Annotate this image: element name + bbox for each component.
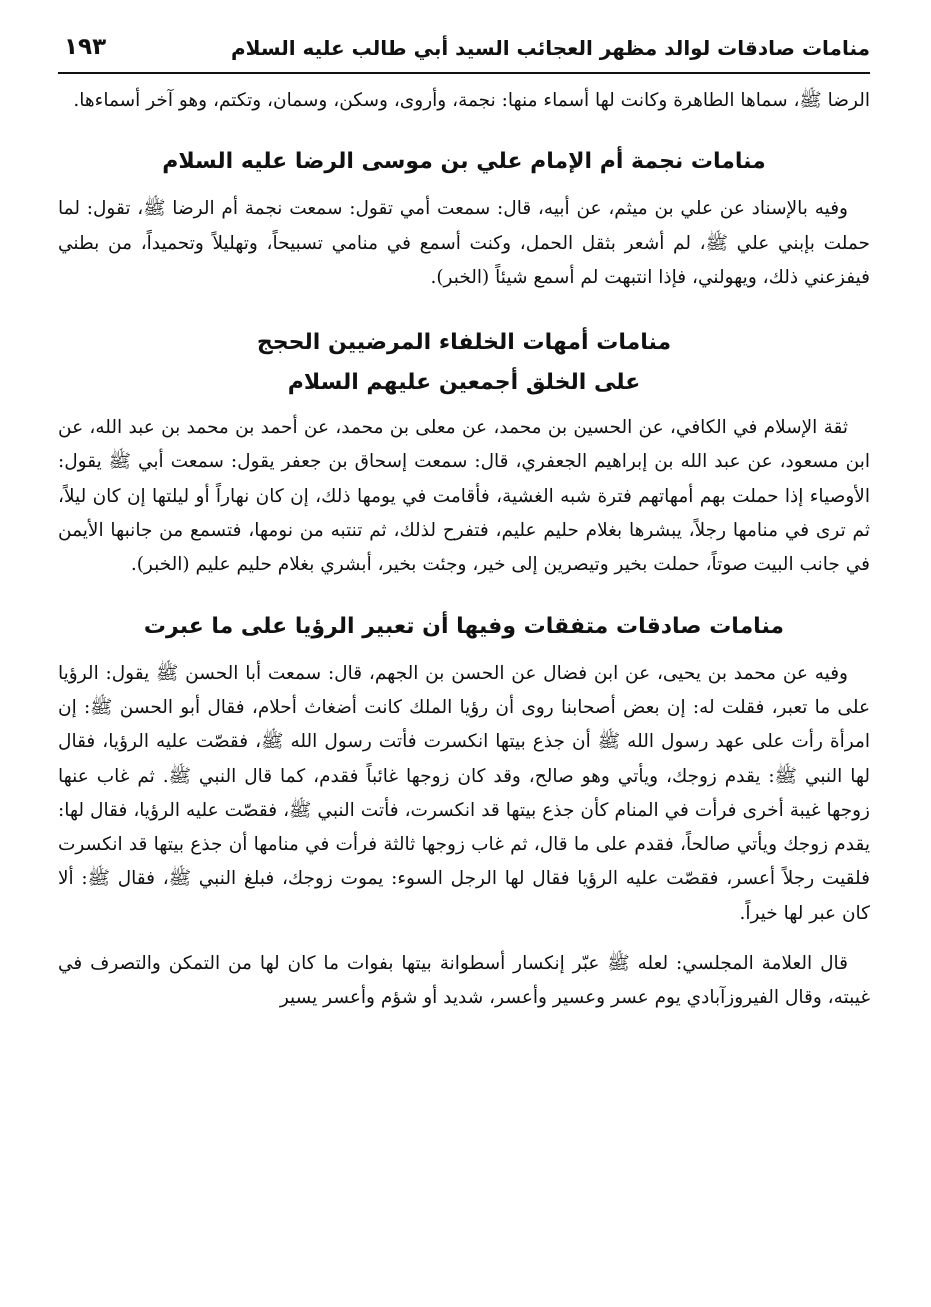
section-heading-najma: منامات نجمة أم الإمام علي بن موسى الرضا عليه السلام <box>162 149 766 175</box>
section-heading-mothers <box>58 323 870 403</box>
section-paragraph-dreams: وفيه عن محمد بن يحيى، عن ابن فضال عن الحسن بن الجهم، قال: سمعت أبا الحسن ﷺ يقول: الرؤيا على ما تعبر، فقلت له: إن بعض أصحابنا روى أن رؤيا الملك كانت أضغاث أحلام، فقال أبو الحسن ﷺ: إن امرأة رأت على عهد رسول الله ﷺ أن جذع بيتها انكسرت فأتت رسول الله ﷺ، فقصّت عليه الرؤيا، فقال لها النبي ﷺ: يقدم زوجك، ويأتي وهو صالح، وقد كان زوجها غائباً فقدم، كما قال النبي ﷺ. ثم غاب عنها زوجها غيبة أخرى فرأت في المنام كأن جذع بيتها قد انكسرت، فأتت النبي ﷺ، فقصّت عليه الرؤيا، فقال لها: يقدم زوجك ويأتي صالحاً، فقدم على ما قال، ثم غاب زوجها ثالثة فرأت في منامها أن جذع بيتها قد انكسرت فلقيت رجلاً أعسر، فقصّت عليه الرؤيا فقال لها الرجل السوء: يموت زوجك، فبلغ النبي ﷺ، فقال ﷺ: ألا كان عبر لها خيراً. <box>58 662 870 924</box>
section-heading-mothers-line2: على الخلق أجمعين عليهم السلام <box>287 370 641 396</box>
page-header <box>58 26 870 74</box>
section-paragraph-mothers: ثقة الإسلام في الكافي، عن الحسين بن محمد، عن معلى بن محمد، عن أحمد بن محمد بن عبد الله، عن ابن مسعود، عن عبد الله بن إبراهيم الجعفري، قال: سمعت إسحاق بن جعفر يقول: سمعت أبي ﷺ يقول: الأوصياء إذا حملت بهم أمهاتهم فترة شبه الغشية، فأقامت في يومها ذلك، إن كان نهاراً أو ليلتها إن كان ليلاً، ثم ترى في منامها رجلاً، يبشرها بغلام حليم عليم، فتفرح لذلك، ثم تنتبه من نومها، فتسمع من جانبها الأيمن في جانب البيت صوتاً، حملت بخير وتيصرين إلى خير، وجئت بخير، أبشري بغلام حليم عليم (الخبر). <box>58 417 870 576</box>
running-title: منامات صادقات لوالد مظهر العجائب السيد أبي طالب عليه السلام <box>231 36 870 60</box>
section-heading-mothers-line1: منامات أمهات الخلفاء المرضيين الحجج <box>256 330 672 356</box>
section-paragraph-majlisi: قال العلامة المجلسي: لعله ﷺ عبّر إنكسار أسطوانة بيتها بفوات ما كان لها من التمكن والتصرف في غيبته، وقال الفيروزآبادي يوم عسر وعسير وأعسر، شديد أو شؤم وأعسر يسير <box>58 953 870 1009</box>
book-page <box>58 26 870 1291</box>
section-heading-dreams: منامات صادقات متفقات وفيها أن تعبير الرؤيا على ما عبرت <box>143 613 785 639</box>
intro-paragraph: الرضا ﷺ، سماها الطاهرة وكانت لها أسماء منها: نجمة، وأروى، وسكن، وسمان، وتكتم، وهو آخر أسماءها. <box>73 90 870 111</box>
section-paragraph-najma: وفيه بالإسناد عن علي بن ميثم، عن أبيه، قال: سمعت أمي تقول: سمعت نجمة أم الرضا ﷺ، تقول: لما حملت بإبني علي ﷺ، لم أشعر بثقل الحمل، وكنت أسمع في منامي تسبيحاً، وتهليلاً وتحميداً، من بطني فيفزعني ذلك، ويهولني، فإذا انتبهت لم أسمع شيئاً (الخبر). <box>58 198 870 288</box>
page-number: ١٩٣ <box>64 34 107 60</box>
